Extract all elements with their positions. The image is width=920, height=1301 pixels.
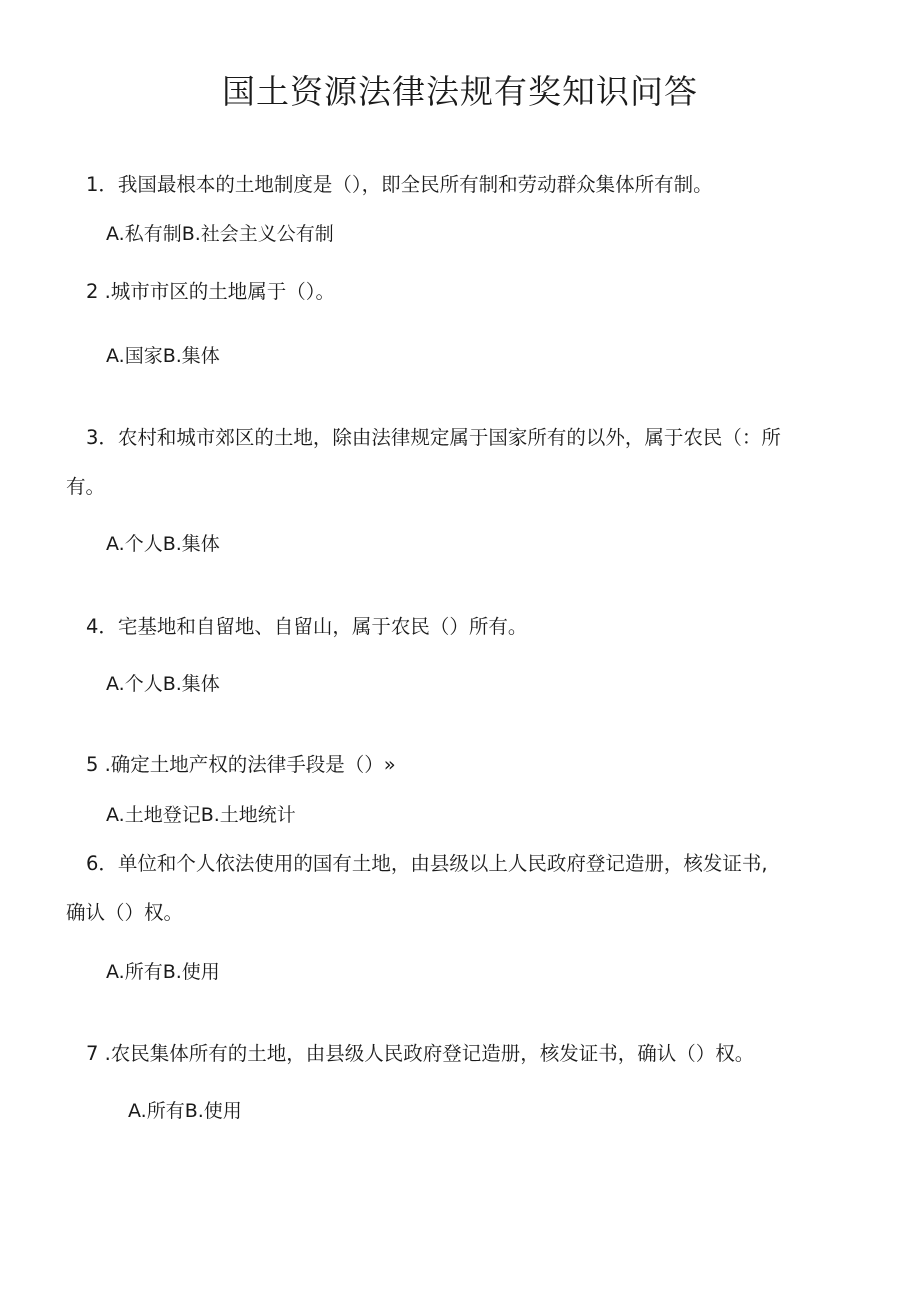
question-3-text: 3．农村和城市郊区的土地，除由法律规定属于国家所有的以外，属于农民（：所 <box>86 426 781 449</box>
question-3-options: A.个人B.集体 <box>106 533 220 555</box>
question-3-text-continued: 有。 <box>66 475 106 498</box>
question-6-text: 6．单位和个人依法使用的国有土地，由县级以上人民政府登记造册，核发证书, <box>86 852 768 875</box>
question-4-text: 4．宅基地和自留地、自留山，属于农民（）所有。 <box>86 615 528 638</box>
question-1-text: 1．我国最根本的土地制度是（），即全民所有制和劳动群众集体所有制。 <box>86 173 713 196</box>
question-2-options: A.国家B.集体 <box>106 345 220 367</box>
question-1-options: A.私有制B.社会主义公有制 <box>106 223 334 245</box>
document-title: 国土资源法律法规有奖知识问答 <box>222 72 698 111</box>
question-5-options: A.土地登记B.土地统计 <box>106 804 296 826</box>
question-6-options: A.所有B.使用 <box>106 961 220 983</box>
question-4-options: A.个人B.集体 <box>106 673 220 695</box>
question-5-text: 5 .确定土地产权的法律手段是（）» <box>86 753 396 776</box>
question-2-text: 2 .城市市区的土地属于（）。 <box>86 280 336 303</box>
question-7-options: A.所有B.使用 <box>128 1100 242 1122</box>
question-6-text-continued: 确认（）权。 <box>66 901 184 924</box>
question-7-text: 7 .农民集体所有的土地，由县级人民政府登记造册，核发证书，确认（）权。 <box>86 1042 755 1065</box>
